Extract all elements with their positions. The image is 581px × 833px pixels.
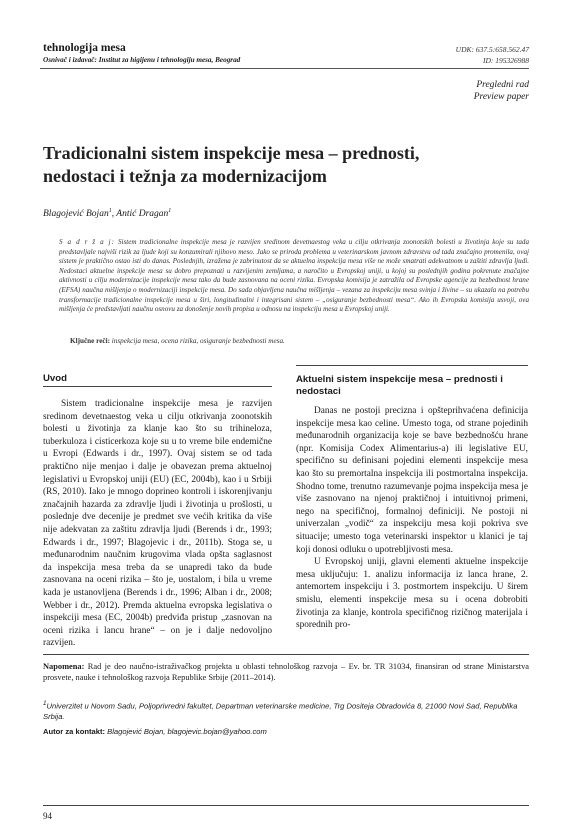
article-title (43, 142, 513, 188)
authors (43, 208, 171, 219)
page-number: 94 (43, 811, 52, 821)
title-line-1: Tradicionalni sistem inspekcije mesa – prednosti, (43, 143, 420, 163)
author-separator: , (111, 209, 117, 220)
udk-code: UDK: 637.5:658.562.47 (455, 45, 529, 54)
title-line-2: nedostaci i težnja za modernizacijom (43, 166, 327, 186)
author-2: Antić Dragan (116, 209, 169, 220)
intro-paragraph: Sistem tradicionalne inspekcije mesa je razvijen sredinom devetnaestog veka u cilju otkrivanja zoonotskih bolesti u životinja za klanje kao što su trihineloza, tuberkuloza i cisticerkoza koje su u to vreme bile endemične u Evropi (Edwards i dr., 1997). Ovaj sistem se od tada praktično nije menjao i dalje je obavezan prema aktuelnoj legislativi u Evropskoj uniji (EU) (EC, 2004b), kao i u Srbiji (RS, 2010). Iako je mnogo doprineo kontroli i iskorenjivanju značajnih hazarda za zdravlje ljudi i životinja u prošlosti, u poslednje dve decenije je predmet sve većih kritika da više nije adekvatan za zaštitu zdravlja ljudi (Berends i dr., 1993; Edwards i dr., 1997; Blagojevic i dr., 2011b). Stoga se, u međunarodnim naučnim krugovima vlada opšta saglasnost da inspekcija mesa treba da se unapredi tako da bude zasnovana na oceni rizika – što je, uostalom, i bila u vreme kada je ustanovljena (Berends i dr., 1996; Alban i dr., 2008; Webber i dr., 2012). Premda aktuelna evropska legislativa o inspekciji mesa (EC, 2004b) predviđa pristup „zasnovan na oceni rizika i lancu hrane“ – on je i dalje nedovoljno razvijen. (43, 399, 272, 649)
abstract-label: S a d r ž a j: (59, 238, 116, 246)
note-label: Napomena: (43, 662, 85, 671)
right-heading-rule (296, 365, 528, 366)
project-note (43, 661, 529, 683)
footnote-divider (43, 654, 529, 655)
right-paragraph-2: U Evropskoj uniji, glavni elementi aktuelne inspekcije mesa uključuju: 1. analizu informacija iz lanca hrane, 2. antemortem inspekciju i 3. postmortem inspekciju. U širem smislu, elementi inspekcije mesa su i ocena dobrobiti životinja za klanje, kontrola specifičnog rizičnog materijala i sporednih pro- (296, 557, 528, 631)
section-heading-current-system: Aktuelni sistem inspekcije mesa – prednosti i nedostaci (296, 374, 503, 397)
author-1: Blagojević Bojan (43, 209, 109, 220)
affiliation (43, 699, 529, 722)
publisher-line: Osnivač i izdavač: Institut za higijenu i tehnologiju mesa, Beograd (43, 56, 241, 64)
document-id: ID: 195326988 (482, 56, 529, 65)
contact-author (43, 727, 267, 736)
contact-label: Autor za kontakt: (43, 727, 106, 736)
right-column (296, 405, 528, 632)
left-heading-rule (43, 386, 272, 387)
keywords (70, 337, 285, 345)
paper-type-sr: Pregledni rad (476, 80, 529, 90)
contact-text: Blagojević Bojan, blagojevic.bojan@yahoo.com (105, 727, 267, 736)
author-2-affiliation: 1 (168, 208, 172, 214)
header-divider (40, 68, 529, 69)
left-column (43, 398, 272, 650)
section-heading-intro: Uvod (43, 373, 67, 384)
abstract-text: Sistem tradicionalne inspekcije mesa je razvijen sredinom devetnaestog veka u cilju otkrivanja zoonotskih bolesti u životinja koje su tada predstavljale najviši rizik za ljude koji su konzumirali njihovo meso. Jako se priroda problema u veterinarskom javnom zdravstvu od tada značajno promenila, ovaj sistem je praktično ostao isti do danas. Poslednjih, izražena je zabrinutost da se aktuelna inspekcija mesa više ne može smatrati adekvatnom u zaštiti zdravlja ljudi. Nedostaci aktuelne inspekcije mesa su dobro prepoznati u razvijenim zemljama, a naročito u Evropskoj uniji, u kojoj su poslednjih godina pokrenute značajne aktivnosti u cilju modernizacije inspekcije mesa tako da bude zasnovana na oceni rizika. Evropska komisija je zatražila od Evropske agencije za bezbednost hrane (EFSA) naučna mišljenja o modernizaciji inspekcije mesa. Do sada objavljena naučna mišljenja – vezana za inspekciju mesa svinja i živine – su ukazala na potrebu transformacije tradicionalne inspekcije mesa u širi, longitudinalni i integrisani sistem – „osiguranje bezbednosti mesa“. Ako ih Evropska komisija usvoji, ova mišljenja će predstavljati naučnu osnovu za donošenje novih propisa u odnosu na inspekciju mesa u Evropskoj uniji. (59, 238, 529, 314)
author-1-affiliation: 1 (108, 208, 112, 214)
right-paragraph-1: Danas ne postoji precizna i opšteprihvaćena definicija inspekcije mesa kao celine. Umesto toga, od strane pojedinih međunarodnih organizacija koje se bave bezbednošću hrane (npr. Komisija Codex Alimentarius-a) ili legislative EU, specifično su definisani pojedini elementi inspekcije mesa kao što su premortalna inspekcija ili postmortalna inspekcija. Shodno tome, trenutno razumevanje pojma inspekcija mesa je više zasnovano na njenoj praktičnoj i intuitivnoj primeni, nego na specifičnoj, formalnoj definiciji. Ne postoji ni univerzalan „vodič“ za inspekciju mesa koji pokriva sve situacije; umesto toga veterinarski inspektor u klanici je taj koji donosi odluku o upotrebljivosti mesa. (296, 406, 528, 555)
keywords-text: inspekcija mesa, ocena rizika, osiguranje bezbednosti mesa. (109, 337, 285, 345)
affiliation-number: 1 (43, 700, 47, 707)
note-text: Rad je deo naučno-istraživačkog projekta u oblasti tehnološkog razvoja – Ev. br. TR 31034, finansiran od strane Ministarstva prosvete, nauke i tehnološkog razvoja Republike Srbije (2011–2014). (43, 662, 529, 682)
keywords-label: Ključne reči: (70, 337, 110, 345)
abstract (59, 238, 529, 315)
affiliation-text: Univerzitet u Novom Sadu, Poljoprivredni fakultet, Departman veterinarske medicine, Trg Dositeja Obradovića 8, 21000 Novi Sad, Republika Srbija. (43, 701, 518, 721)
paper-type-en: Preview paper (473, 92, 529, 102)
journal-name: tehnologija mesa (43, 42, 126, 54)
page-footer-divider (43, 805, 529, 806)
